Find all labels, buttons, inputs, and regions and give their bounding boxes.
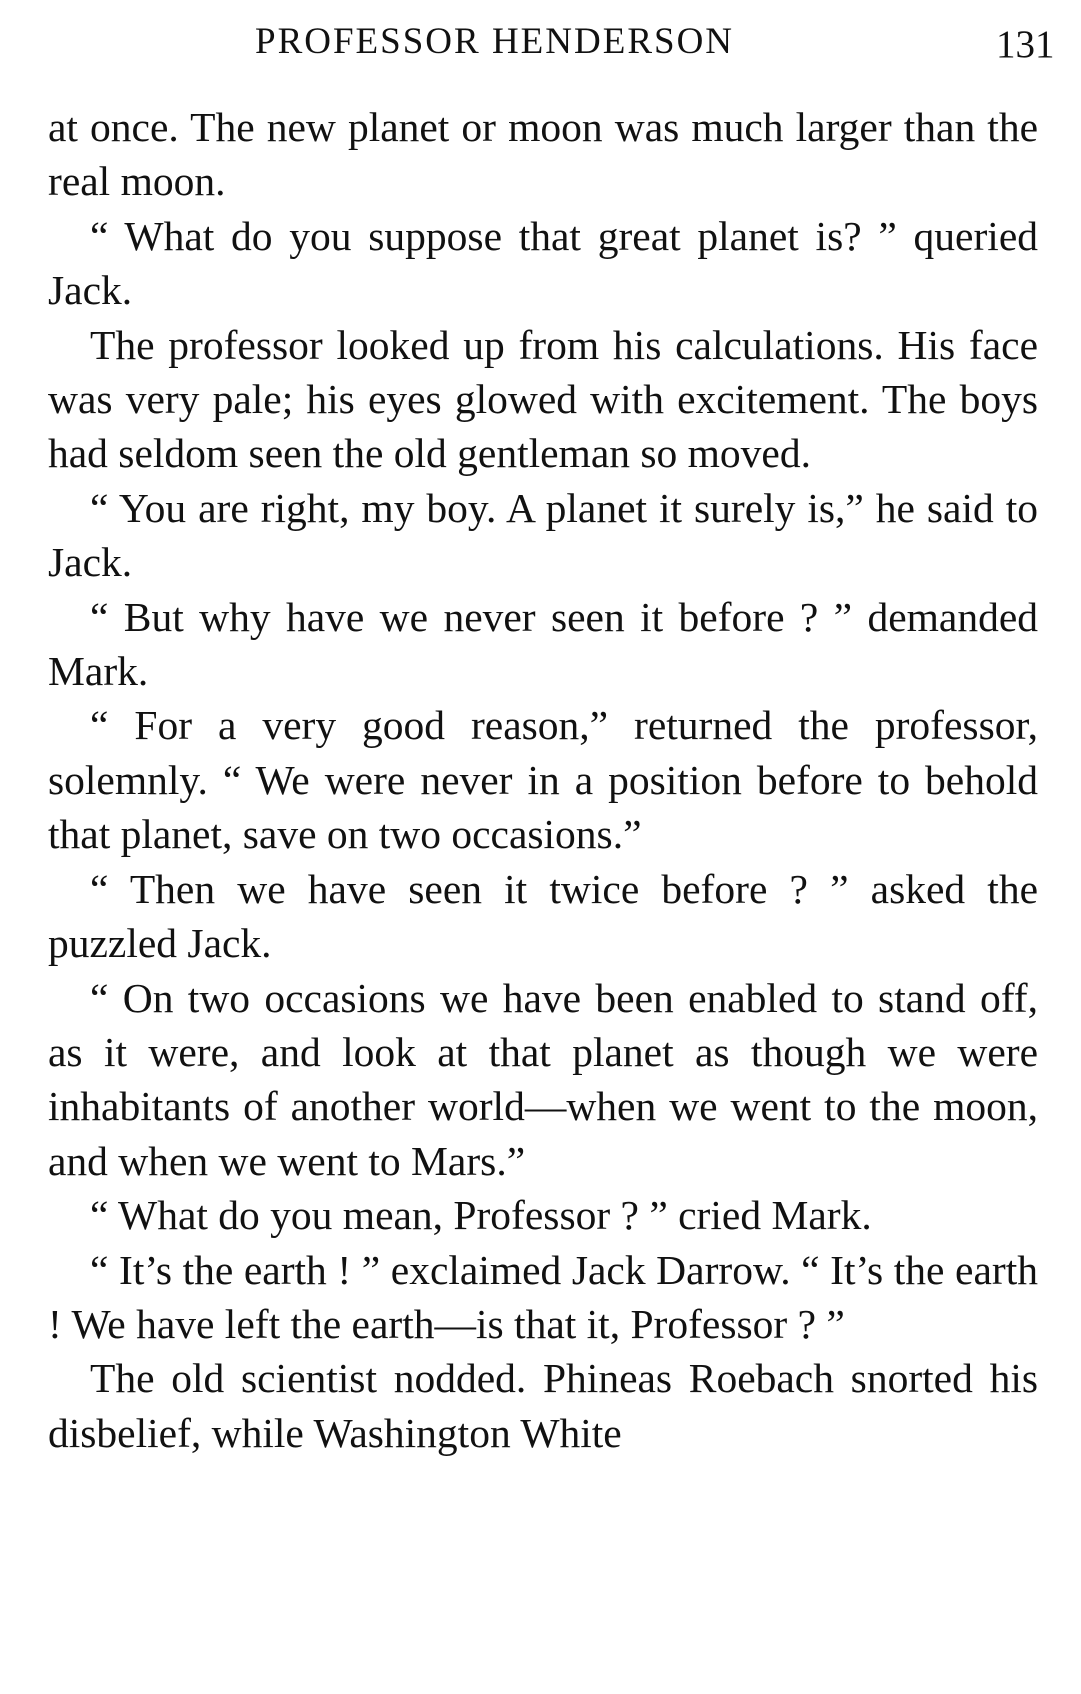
paragraph: “ You are right, my boy. A planet it surely is,” he said to Jack. [48, 484, 1038, 586]
paragraph-continuation: at once. The new planet or moon was much larger than the real moon. [48, 104, 1038, 205]
running-title: PROFESSOR HENDERSON [255, 21, 735, 62]
running-head [0, 18, 1081, 68]
paragraph: The professor looked up from his calculations. His face was very pale; his eyes glowed with excitement. The boys had seldom seen the old gentleman so moved. [48, 321, 1038, 477]
paragraph: “ It’s the earth ! ” exclaimed Jack Darrow. “ It’s the earth ! We have left the earth—is that it, Professor ? ” [48, 1246, 1038, 1347]
paragraph: The old scientist nodded. Phineas Roebach snorted his disbelief, while Washington White [48, 1355, 1038, 1456]
body-text [48, 100, 1038, 1460]
paragraph: “ What do you mean, Professor ? ” cried Mark. [90, 1192, 872, 1239]
paragraph: “ For a very good reason,” returned the professor, solemnly. “ We were never in a position before to behold that planet, save on two occasions.” [48, 702, 1038, 858]
paragraph: “ What do you suppose that great planet is? ” queried Jack. [48, 212, 1038, 314]
paragraph: “ Then we have seen it twice before ? ” asked the puzzled Jack. [48, 865, 1038, 967]
paragraph: “ But why have we never seen it before ? ” demanded Mark. [48, 593, 1038, 695]
page-number: 131 [996, 23, 1055, 66]
paragraph: “ On two occasions we have been enabled to stand off, as it were, and look at that planet as though we were inhabitants of another world—when we went to the moon, and when we went to Mars.” [48, 974, 1038, 1184]
